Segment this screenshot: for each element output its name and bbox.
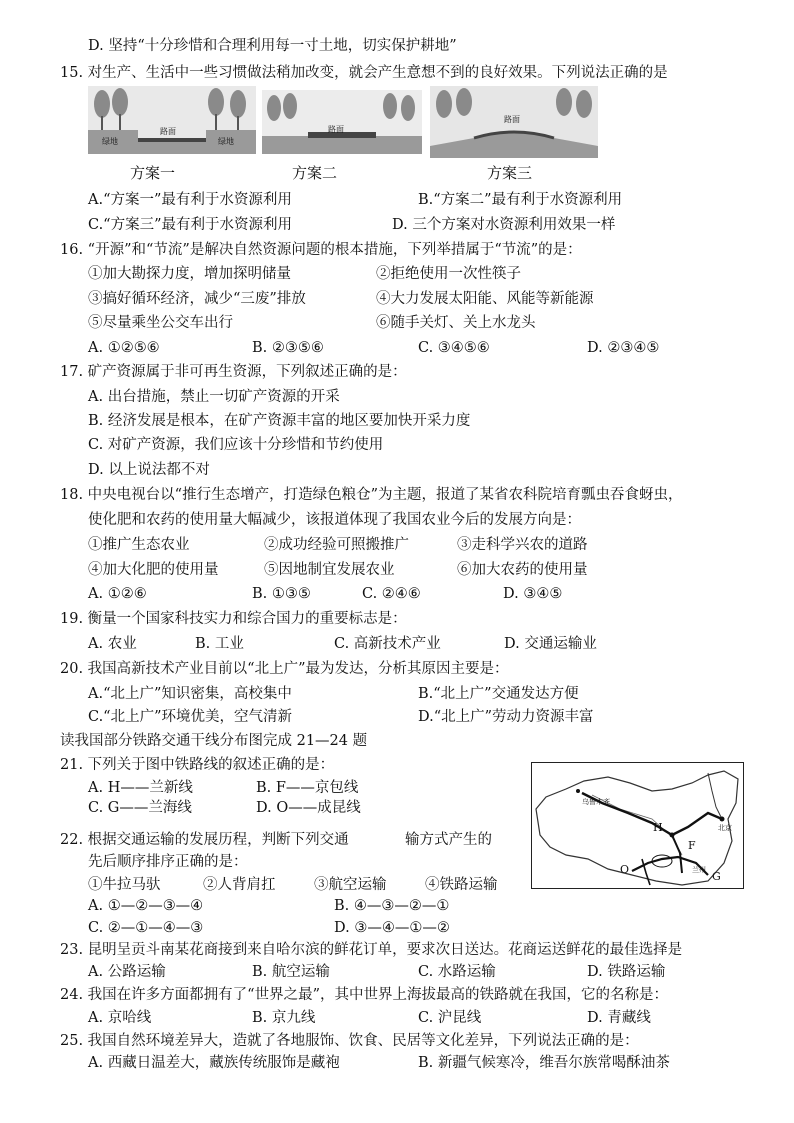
q16-item-4: ④大力发展太阳能、风能等新能源: [376, 291, 594, 307]
q20-option-b: B.“北上广”交通发达方便: [418, 686, 579, 702]
section-instruction: 读我国部分铁路交通干线分布图完成 21—24 题: [60, 733, 368, 749]
q18-item-1: ①推广生态农业: [88, 537, 190, 553]
q18-item-6: ⑥加大农药的使用量: [457, 562, 588, 578]
map-label-g: G: [712, 870, 721, 883]
q23-option-a: A. 公路运输: [88, 964, 166, 980]
plan1-caption: 方案一: [130, 164, 176, 182]
q22-stem: 22. 根据交通运输的发展历程，判断下列交通: [60, 832, 349, 848]
q17-option-b: B. 经济发展是根本，在矿产资源丰富的地区要加快开采力度: [88, 413, 471, 429]
q15-option-b: B.“方案二”最有利于水资源利用: [418, 192, 623, 208]
q16-stem: 16. “开源”和“节流”是解决自然资源问题的根本措施，下列举措属于“节流”的是：: [60, 242, 582, 258]
q15-option-d: D. 三个方案对水资源利用效果一样: [392, 217, 616, 233]
map-label-city-3: 兰州: [692, 866, 706, 874]
q21-option-c: C. G——兰海线: [88, 800, 192, 816]
plan2-caption: 方案二: [292, 164, 338, 182]
q24-option-d: D. 青藏线: [587, 1010, 651, 1026]
q23-option-d: D. 铁路运输: [587, 964, 666, 980]
map-label-h: H: [653, 821, 663, 834]
q21-option-b: B. F——京包线: [256, 780, 359, 796]
q18-stem-cont: 使化肥和农药的使用量大幅减少，该报道体现了我国农业今后的发展方向是：: [88, 512, 581, 528]
q23-option-c: C. 水路运输: [418, 964, 496, 980]
q17-option-a: A. 出台措施，禁止一切矿产资源的开采: [88, 389, 340, 405]
q24-option-c: C. 沪昆线: [418, 1010, 482, 1026]
q23-option-b: B. 航空运输: [252, 964, 330, 980]
plan2-figure: [262, 90, 422, 154]
q22-option-b: B. ④—③—②—①: [334, 898, 450, 914]
map-label-city-1: 乌鲁木齐: [582, 798, 610, 806]
q20-stem: 20. 我国高新技术产业目前以“北上广”最为发达，分析其原因主要是：: [60, 661, 509, 677]
q20-option-a: A.“北上广”知识密集，高校集中: [88, 686, 292, 702]
q21-option-a: A. H——兰新线: [88, 780, 193, 796]
q19-option-a: A. 农业: [88, 636, 137, 652]
plan3-caption: 方案三: [487, 164, 533, 182]
q19-option-c: C. 高新技术产业: [334, 636, 441, 652]
q24-option-b: B. 京九线: [252, 1010, 316, 1026]
q16-item-6: ⑥随手关灯、关上水龙头: [376, 315, 536, 331]
q22-item-2: ②人背肩扛: [203, 877, 276, 893]
map-label-city-2: 北京: [718, 824, 732, 832]
q20-option-d: D.“北上广”劳动力资源丰富: [418, 709, 594, 725]
q16-item-2: ②拒绝使用一次性筷子: [376, 266, 521, 282]
q16-item-5: ⑤尽量乘坐公交车出行: [88, 315, 233, 331]
q16-item-3: ③搞好循环经济，减少“三废”排放: [88, 291, 306, 307]
q18-option-b: B. ①③⑤: [252, 586, 311, 602]
q16-option-a: A. ①②⑤⑥: [88, 340, 160, 356]
q15-option-a: A.“方案一”最有利于水资源利用: [88, 192, 292, 208]
q19-option-b: B. 工业: [195, 636, 244, 652]
q16-option-b: B. ②③⑤⑥: [252, 340, 324, 356]
q17-option-c: C. 对矿产资源，我们应该十分珍惜和节约使用: [88, 437, 384, 453]
q24-option-a: A. 京哈线: [88, 1010, 152, 1026]
q18-option-d: D. ③④⑤: [503, 586, 563, 602]
q22-stem-tail: 输方式产生的: [405, 832, 492, 848]
q24-stem: 24. 我国在许多方面都拥有了“世界之最”，其中世界上海拔最高的铁路就在我国，它的名称是：: [60, 987, 668, 1003]
q22-option-a: A. ①—②—③—④: [88, 898, 204, 914]
q19-stem: 19. 衡量一个国家科技实力和综合国力的重要标志是：: [60, 611, 407, 627]
q22-option-c: C. ②—①—④—③: [88, 920, 204, 936]
q22-item-1: ①牛拉马驮: [88, 877, 161, 893]
road-label: 路面: [504, 115, 520, 124]
lawn-label: 绿地: [218, 137, 234, 146]
q25-option-b: B. 新疆气候寒冷，维吾尔族常喝酥油茶: [418, 1055, 670, 1071]
q17-stem: 17. 矿产资源属于非可再生资源，下列叙述正确的是：: [60, 364, 407, 380]
q19-option-d: D. 交通运输业: [504, 636, 597, 652]
q23-stem: 23. 昆明呈贡斗南某花商接到来自哈尔滨的鲜花订单，要求次日送达。花商运送鲜花的最佳选择是: [60, 942, 683, 958]
road-label: 路面: [160, 127, 176, 136]
map-label-f: F: [688, 839, 696, 852]
q20-option-c: C.“北上广”环境优美，空气清新: [88, 709, 293, 725]
q16-option-d: D. ②③④⑤: [587, 340, 660, 356]
q18-item-4: ④加大化肥的使用量: [88, 562, 219, 578]
q18-item-2: ②成功经验可照搬推广: [264, 537, 409, 553]
q21-option-d: D. O——成昆线: [256, 800, 361, 816]
q15-stem: 15. 对生产、生活中一些习惯做法稍加改变，就会产生意想不到的良好效果。下列说法正确的是: [60, 65, 668, 81]
q22-option-d: D. ③—④—①—②: [334, 920, 450, 936]
road-label: 路面: [328, 125, 344, 134]
q22-item-3: ③航空运输: [314, 877, 387, 893]
railway-map: [531, 762, 744, 889]
q21-stem: 21. 下列关于图中铁路线的叙述正确的是：: [60, 757, 335, 773]
q18-option-a: A. ①②⑥: [88, 586, 147, 602]
q16-option-c: C. ③④⑤⑥: [418, 340, 490, 356]
q25-option-a: A. 西藏日温差大，藏族传统服饰是藏袍: [88, 1055, 340, 1071]
q25-stem: 25. 我国自然环境差异大，造就了各地服饰、饮食、民居等文化差异，下列说法正确的是：: [60, 1033, 639, 1049]
plan1-figure: [88, 86, 256, 154]
q22-item-4: ④铁路运输: [425, 877, 498, 893]
q22-stem-cont: 先后顺序排序正确的是：: [88, 854, 248, 870]
q17-option-d: D. 以上说法都不对: [88, 462, 210, 478]
map-label-o: O: [620, 863, 630, 876]
q14-option-d: D. 坚持“十分珍惜和合理利用每一寸土地，切实保护耕地”: [88, 38, 457, 54]
q16-item-1: ①加大勘探力度，增加探明储量: [88, 266, 291, 282]
q18-option-c: C. ②④⑥: [362, 586, 421, 602]
q18-item-5: ⑤因地制宜发展农业: [264, 562, 395, 578]
q15-option-c: C.“方案三”最有利于水资源利用: [88, 217, 293, 233]
lawn-label: 绿地: [102, 137, 118, 146]
plan3-figure: [430, 86, 598, 158]
q18-item-3: ③走科学兴农的道路: [457, 537, 588, 553]
q18-stem: 18. 中央电视台以“推行生态增产，打造绿色粮仓”为主题，报道了某省农科院培育瓢虫吞食蚜虫，: [60, 487, 683, 503]
